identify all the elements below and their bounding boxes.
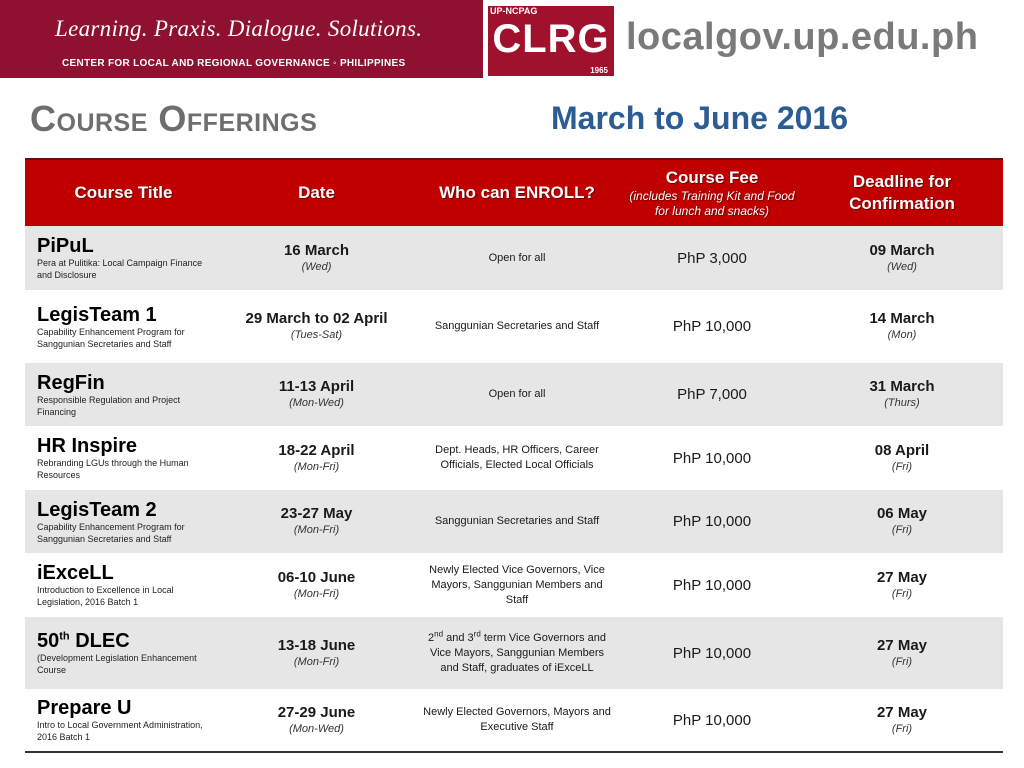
course-fee: PhP 10,000 [672,576,752,594]
header-deadline: Deadline for Confirmation [849,172,955,213]
table-row [25,490,1003,553]
course-description: Capability Enhancement Program for Sanggunian Secretaries and Staff [37,521,185,544]
course-name: RegFin [37,371,105,394]
header-fee [623,167,801,219]
eligibility-cell: Open for all [488,388,546,400]
course-days: (Tues-Sat) [290,329,343,341]
course-description: Rebranding LGUs through the Human Resources [37,458,189,480]
course-fee: PhP 3,000 [677,249,747,267]
clrg-logo [488,6,614,76]
course-fee: PhP 10,000 [672,711,752,729]
who-term-2-suffix: nd [434,628,444,638]
course-days: (Wed) [301,260,332,273]
course-description: (Development Legislation Enhancement Course [37,653,197,675]
table-header [25,158,1003,226]
course-name [37,630,222,652]
deadline-day: (Fri) [891,460,913,473]
table-row [25,363,1003,426]
course-date: 16 March [283,241,350,259]
table-row [25,617,1003,689]
course-name-number: 50 [37,630,60,652]
date-cell [222,637,411,670]
course-title-cell [25,499,222,545]
period-title: March to June 2016 [551,100,848,136]
date-cell [222,242,411,275]
course-days: (Mon-Fri) [293,460,340,473]
deadline-cell [801,637,1003,670]
course-days: (Mon-Wed) [289,722,344,735]
date-cell [222,704,411,737]
course-fee: PhP 10,000 [672,449,752,467]
eligibility-cell: Newly Elected Vice Governors, Vice Mayors, Sanggunian Members and Staff [429,563,605,606]
deadline-day: (Wed) [887,260,917,273]
who-term-3: and 3 [446,631,474,644]
logo-main-text: CLRG [492,17,610,61]
course-name-suffix: th [59,630,70,643]
deadline-day: (Fri) [891,587,913,600]
who-term-2: 2 [428,631,435,644]
table-row [25,290,1003,363]
table-row [25,426,1003,490]
course-date: 18-22 April [278,441,355,459]
course-fee: PhP 10,000 [672,644,752,662]
course-days: (Mon-Wed) [289,397,344,409]
deadline-date: 27 May [876,636,928,654]
date-cell [222,442,411,475]
deadline-date: 27 May [876,703,928,721]
course-days: (Mon-Fri) [293,587,340,600]
course-name: LegisTeam 2 [37,498,157,521]
date-cell [222,569,411,602]
course-date: 13-18 June [277,636,356,654]
course-days: (Mon-Fri) [293,524,340,536]
course-name: PiPuL [37,235,94,257]
course-name: iExceLL [37,562,114,584]
course-description: Intro to Local Government Administration, 2016 Batch 1 [37,720,203,742]
deadline-day: (Mon) [887,329,917,341]
header-fee-label: Course Fee [665,168,759,187]
deadline-date: 31 March [869,378,935,395]
date-cell [222,310,411,343]
course-fee: PhP 10,000 [672,318,752,335]
who-rest: term Vice Governors and Vice Mayors, Sanggunian Members and Staff, graduates of iExceLL [429,631,606,674]
course-description: Capability Enhancement Program for Sanggunian Secretaries and Staff [37,326,185,349]
deadline-date: 09 March [869,241,935,259]
date-cell [222,378,411,411]
deadline-day: (Fri) [891,722,913,735]
course-date: 29 March to 02 April [245,310,388,327]
deadline-date: 06 May [876,505,928,522]
eligibility-cell: Dept. Heads, HR Officers, Career Officials, Elected Local Officials [435,444,599,471]
course-description: Introduction to Excellence in Local Legislation, 2016 Batch 1 [37,585,174,607]
course-table [25,158,1003,753]
course-name: HR Inspire [37,435,138,457]
deadline-date: 08 April [874,441,930,459]
tagline: Learning. Praxis. Dialogue. Solutions. [55,16,423,41]
course-description: Pera at Pulitika: Local Campaign Finance and Disclosure [37,258,203,280]
eligibility-cell: Sanggunian Secretaries and Staff [434,320,600,332]
table-row [25,226,1003,290]
page-title: Course Offerings [30,98,318,139]
website-url: localgov.up.edu.ph [626,16,979,58]
header-date: Date [298,183,335,202]
header-banner [0,0,483,78]
course-description: Responsible Regulation and Project Financing [37,394,181,417]
header-course-title: Course Title [74,183,173,202]
deadline-cell [801,505,1003,538]
course-fee: PhP 7,000 [677,386,747,403]
course-title-cell [25,304,222,350]
table-row [25,689,1003,751]
course-days: (Mon-Fri) [293,655,340,668]
course-name: Prepare U [37,697,132,719]
eligibility-cell: Sanggunian Secretaries and Staff [434,515,600,527]
deadline-cell [801,310,1003,343]
deadline-day: (Thurs) [884,397,920,409]
deadline-cell [801,378,1003,411]
date-cell [222,505,411,538]
deadline-date: 27 May [876,568,928,586]
course-name: LegisTeam 1 [37,303,157,326]
course-title-cell [25,630,222,676]
course-title-cell [25,697,222,743]
course-date: 23-27 May [280,505,353,522]
deadline-cell [801,242,1003,275]
course-title-cell [25,562,222,608]
eligibility-cell: Newly Elected Governors, Mayors and Executive Staff [423,706,611,733]
deadline-day: (Fri) [891,655,913,668]
deadline-day: (Fri) [891,524,913,536]
course-name-rest: DLEC [75,630,130,652]
course-fee: PhP 10,000 [672,513,752,530]
deadline-cell [801,442,1003,475]
deadline-date: 14 March [869,310,935,327]
course-date: 27-29 June [277,703,356,721]
logo-year: 1965 [590,66,608,75]
course-date: 06-10 June [277,568,356,586]
who-term-3-suffix: rd [473,628,481,638]
header-who: Who can ENROLL? [439,183,595,202]
table-row [25,553,1003,617]
header-fee-note: (includes Training Kit and Food for lunch and snacks) [629,189,795,218]
deadline-cell [801,569,1003,602]
course-date: 11-13 April [278,378,355,395]
course-title-cell [25,235,222,281]
deadline-cell [801,704,1003,737]
course-title-cell [25,372,222,418]
eligibility-cell: Open for all [488,251,546,264]
organization-name: CENTER FOR LOCAL AND REGIONAL GOVERNANCE ◦ PHILIPPINES [62,58,406,69]
eligibility-cell [411,628,623,676]
course-title-cell [25,435,222,481]
logo-top-text: UP-NCPAG [490,6,538,16]
